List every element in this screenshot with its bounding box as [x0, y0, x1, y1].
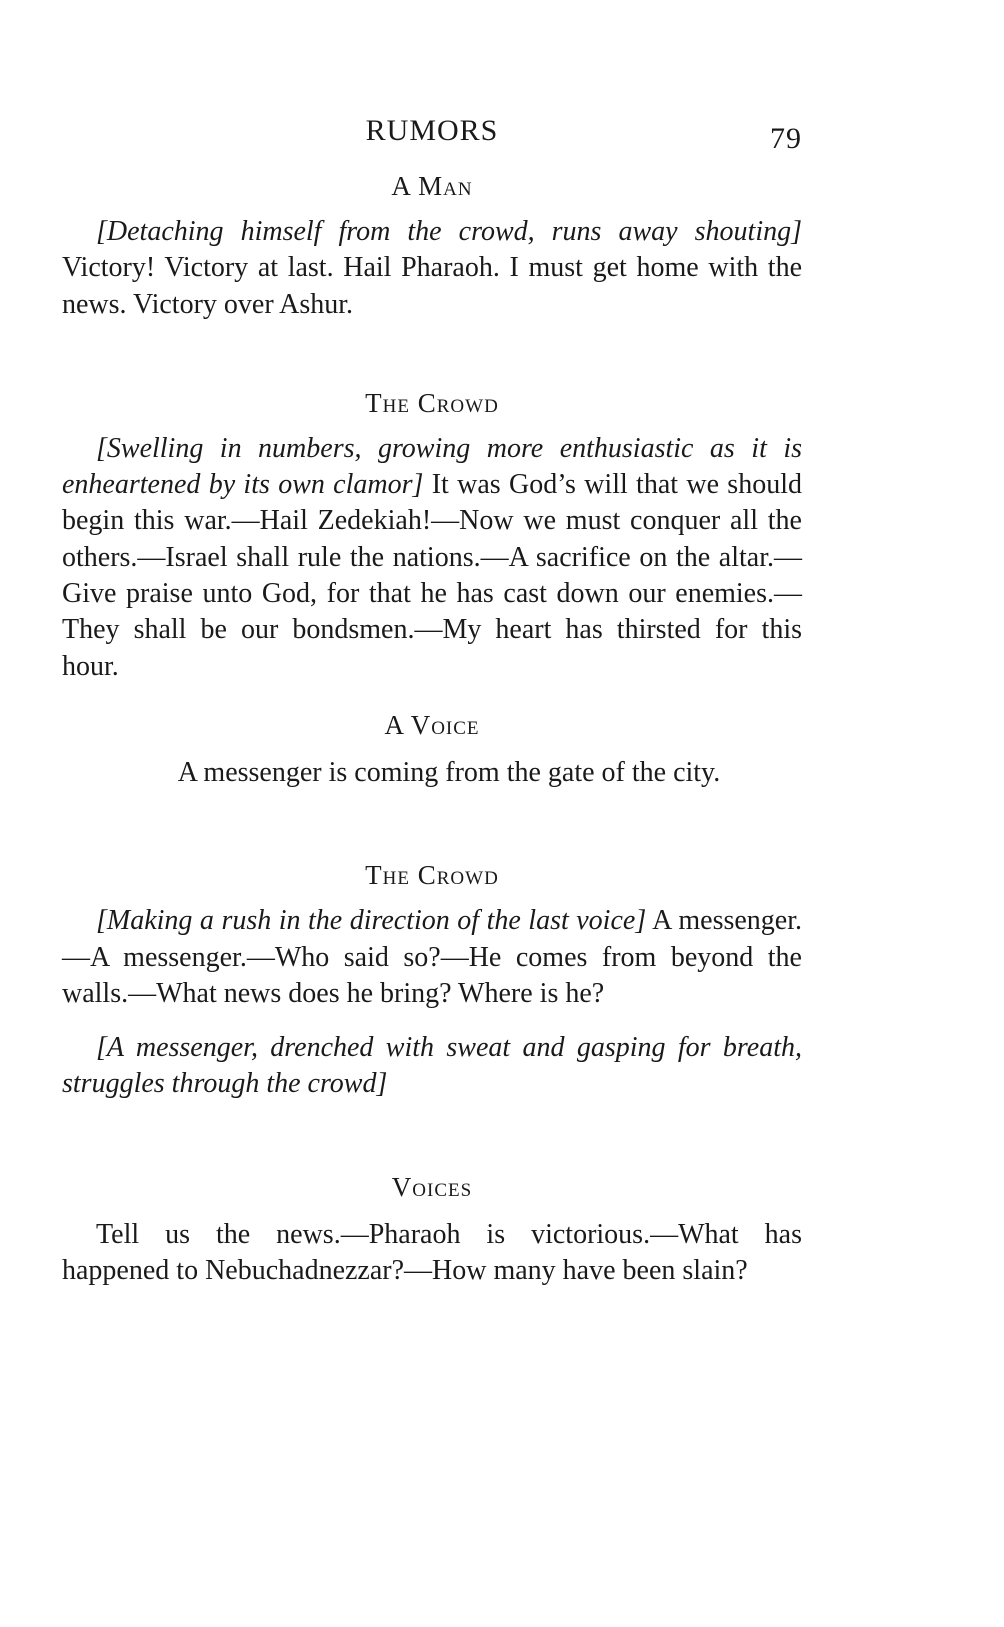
- stage-direction-text: [A messenger, drenched with sweat and gasping for breath, struggles through the crowd]: [62, 1032, 802, 1100]
- speech-text: A messenger.—A messenger.—Who said so?—He comes from beyond the walls.—What news does he bring? Where is he?: [62, 905, 802, 1009]
- speaker-a-man: A Man: [391, 171, 473, 201]
- page-number: 79: [770, 122, 802, 155]
- speech-a-man: [62, 214, 802, 323]
- speech-the-crowd: [62, 431, 802, 685]
- speech-text: It was God’s will that we should begin this war.—Hail Zedekiah!—Now we must conquer all the others.—Israel shall rule the nations.—A sacrifice on the altar.—Give praise unto God, for that he has cast down our enemies.—They shall be our bondsmen.—My heart has thirsted for this hour.: [62, 469, 802, 682]
- speaker-voices: Voices: [391, 1171, 473, 1202]
- speaker-a-voice: A Voice: [384, 709, 480, 740]
- book-page: [62, 110, 802, 1289]
- speech-text: Victory! Victory at last. Hail Pharaoh. I must get home with the news. Victory over Ashur.: [62, 252, 802, 320]
- speech-a-voice: [62, 755, 802, 791]
- speech-the-crowd-2: [62, 903, 802, 1012]
- speech-text: A messenger is coming from the gate of the city.: [177, 756, 721, 788]
- running-head: [62, 110, 802, 154]
- stage-direction-messenger: [62, 1030, 802, 1103]
- speech-text: Tell us the news.—Pharaoh is victorious.—What has happened to Nebuchadnezzar?—How many have been slain?: [62, 1218, 802, 1287]
- stage-direction-inline: [Detaching himself from the crowd, runs away shouting]: [96, 216, 802, 247]
- stage-direction-inline: [Making a rush in the direction of the last voice]: [96, 905, 647, 937]
- running-title: RUMORS: [365, 114, 499, 147]
- stage-direction-inline: [Swelling in numbers, growing more enthusiastic as it is enheartened by its own clamor]: [62, 432, 802, 501]
- speech-voices: [62, 1217, 802, 1290]
- speaker-the-crowd: The Crowd: [365, 387, 499, 418]
- speaker-the-crowd-2: The Crowd: [365, 860, 499, 891]
